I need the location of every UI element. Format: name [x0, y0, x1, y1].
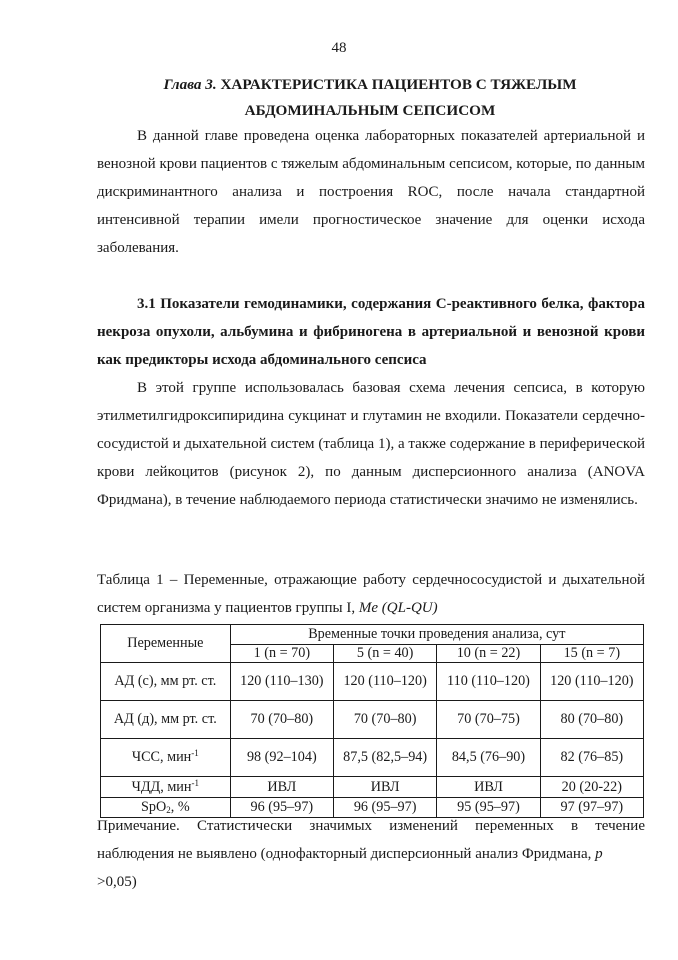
data-table — [100, 624, 644, 818]
row-label — [101, 739, 231, 777]
section-paragraph: В этой группе использовалась базовая схема лечения сепсиса, в которую этилметилгидроксипиридина сукцинат и глутамин не входили. Показатели сердечно-сосудистой и дыхательной систем (таблица 1), а также содержание в периферической крови лейкоцитов (рисунок 2), по данным дисперсионного анализа (ANOVA Фридмана), в течение наблюдаемого периода статистически значимо не изменялись. — [97, 380, 645, 508]
table-cell: 96 (95–97) — [230, 798, 333, 818]
table-cell: 120 (110–120) — [540, 663, 643, 701]
row-label-text: SpO — [141, 799, 167, 815]
table-caption-italic: Me (QL-QU) — [358, 600, 438, 616]
row-label — [101, 701, 231, 739]
table-row — [101, 739, 644, 777]
column-header: 10 (n = 22) — [437, 645, 540, 663]
table-cell: 98 (92–104) — [230, 739, 333, 777]
table-row — [101, 777, 644, 798]
table-caption-main: Таблица 1 – Переменные, отражающие работу сердечнососудистой и дыхательной систем организма у пациентов группы I, — [97, 572, 645, 616]
header-variables: Переменные — [101, 625, 231, 663]
table-cell: ИВЛ — [230, 777, 333, 798]
table-cell: 120 (110–130) — [230, 663, 333, 701]
table-header-row — [101, 625, 644, 645]
table-row — [101, 663, 644, 701]
table-cell: 20 (20-22) — [540, 777, 643, 798]
table-cell: 95 (95–97) — [437, 798, 540, 818]
table-note-text: Примечание. Статистически значимых изменений переменных в течение наблюдения не выявлено (однофакторный дисперсионный анализ Фридмана, — [97, 818, 645, 862]
table-note-p: p — [595, 846, 603, 862]
table-cell: ИВЛ — [437, 777, 540, 798]
table-note — [97, 812, 645, 896]
table-cell: 110 (110–120) — [437, 663, 540, 701]
table-cell: 120 (110–120) — [333, 663, 436, 701]
row-label — [101, 777, 231, 798]
table-cell: 70 (70–80) — [230, 701, 333, 739]
table-cell: 70 (70–80) — [333, 701, 436, 739]
table-cell: 82 (76–85) — [540, 739, 643, 777]
row-label-sup: -1 — [191, 777, 199, 788]
table-cell: 96 (95–97) — [333, 798, 436, 818]
table-row — [101, 701, 644, 739]
page-number: 48 — [331, 40, 347, 56]
section-heading: 3.1 Показатели гемодинамики, содержания С-реактивного белка, фактора некроза опухоли, альбумина и фибриногена в артериальной и венозной крови как предикторы исхода абдоминального сепсиса — [97, 296, 645, 368]
table-cell: 70 (70–75) — [437, 701, 540, 739]
row-label-sup: -1 — [191, 748, 199, 758]
table-caption — [97, 566, 645, 622]
chapter-title — [96, 72, 644, 124]
chapter-title-line2: АБДОМИНАЛЬНЫМ СЕПСИСОМ — [244, 102, 496, 119]
chapter-title-line1: ХАРАКТЕРИСТИКА ПАЦИЕНТОВ С ТЯЖЕЛЫМ — [220, 76, 577, 93]
row-label-text: ЧДД, мин — [131, 778, 192, 795]
row-label-text: АД (д), мм рт. ст. — [113, 711, 217, 727]
column-header: 15 (n = 7) — [540, 645, 643, 663]
row-label-text: ЧСС, мин — [131, 749, 192, 765]
row-label-sub: 2 — [166, 805, 171, 815]
table-cell: 87,5 (82,5–94) — [333, 739, 436, 777]
row-label — [101, 663, 231, 701]
chapter-prefix: Глава 3. — [163, 76, 217, 93]
row-label-text: АД (с), мм рт. ст. — [114, 673, 217, 689]
intro-paragraph: В данной главе проведена оценка лабораторных показателей артериальной и венозной крови пациентов с тяжелым абдоминальным сепсисом, которые, по данным дискриминантного анализа и построения ROC, после начала стандартной интенсивной терапии имели прогностическое значение для оценки исхода заболевания. — [97, 128, 645, 256]
header-timepoints: Временные точки проведения анализа, сут — [230, 625, 643, 645]
row-label-tail: , % — [170, 799, 190, 815]
table-cell: ИВЛ — [333, 777, 436, 798]
table-note-tail: >0,05) — [97, 874, 137, 890]
table-cell: 97 (97–97) — [540, 798, 643, 818]
table-cell: 84,5 (76–90) — [437, 739, 540, 777]
column-header: 1 (n = 70) — [230, 645, 333, 663]
table-cell: 80 (70–80) — [540, 701, 643, 739]
column-header: 5 (n = 40) — [333, 645, 436, 663]
